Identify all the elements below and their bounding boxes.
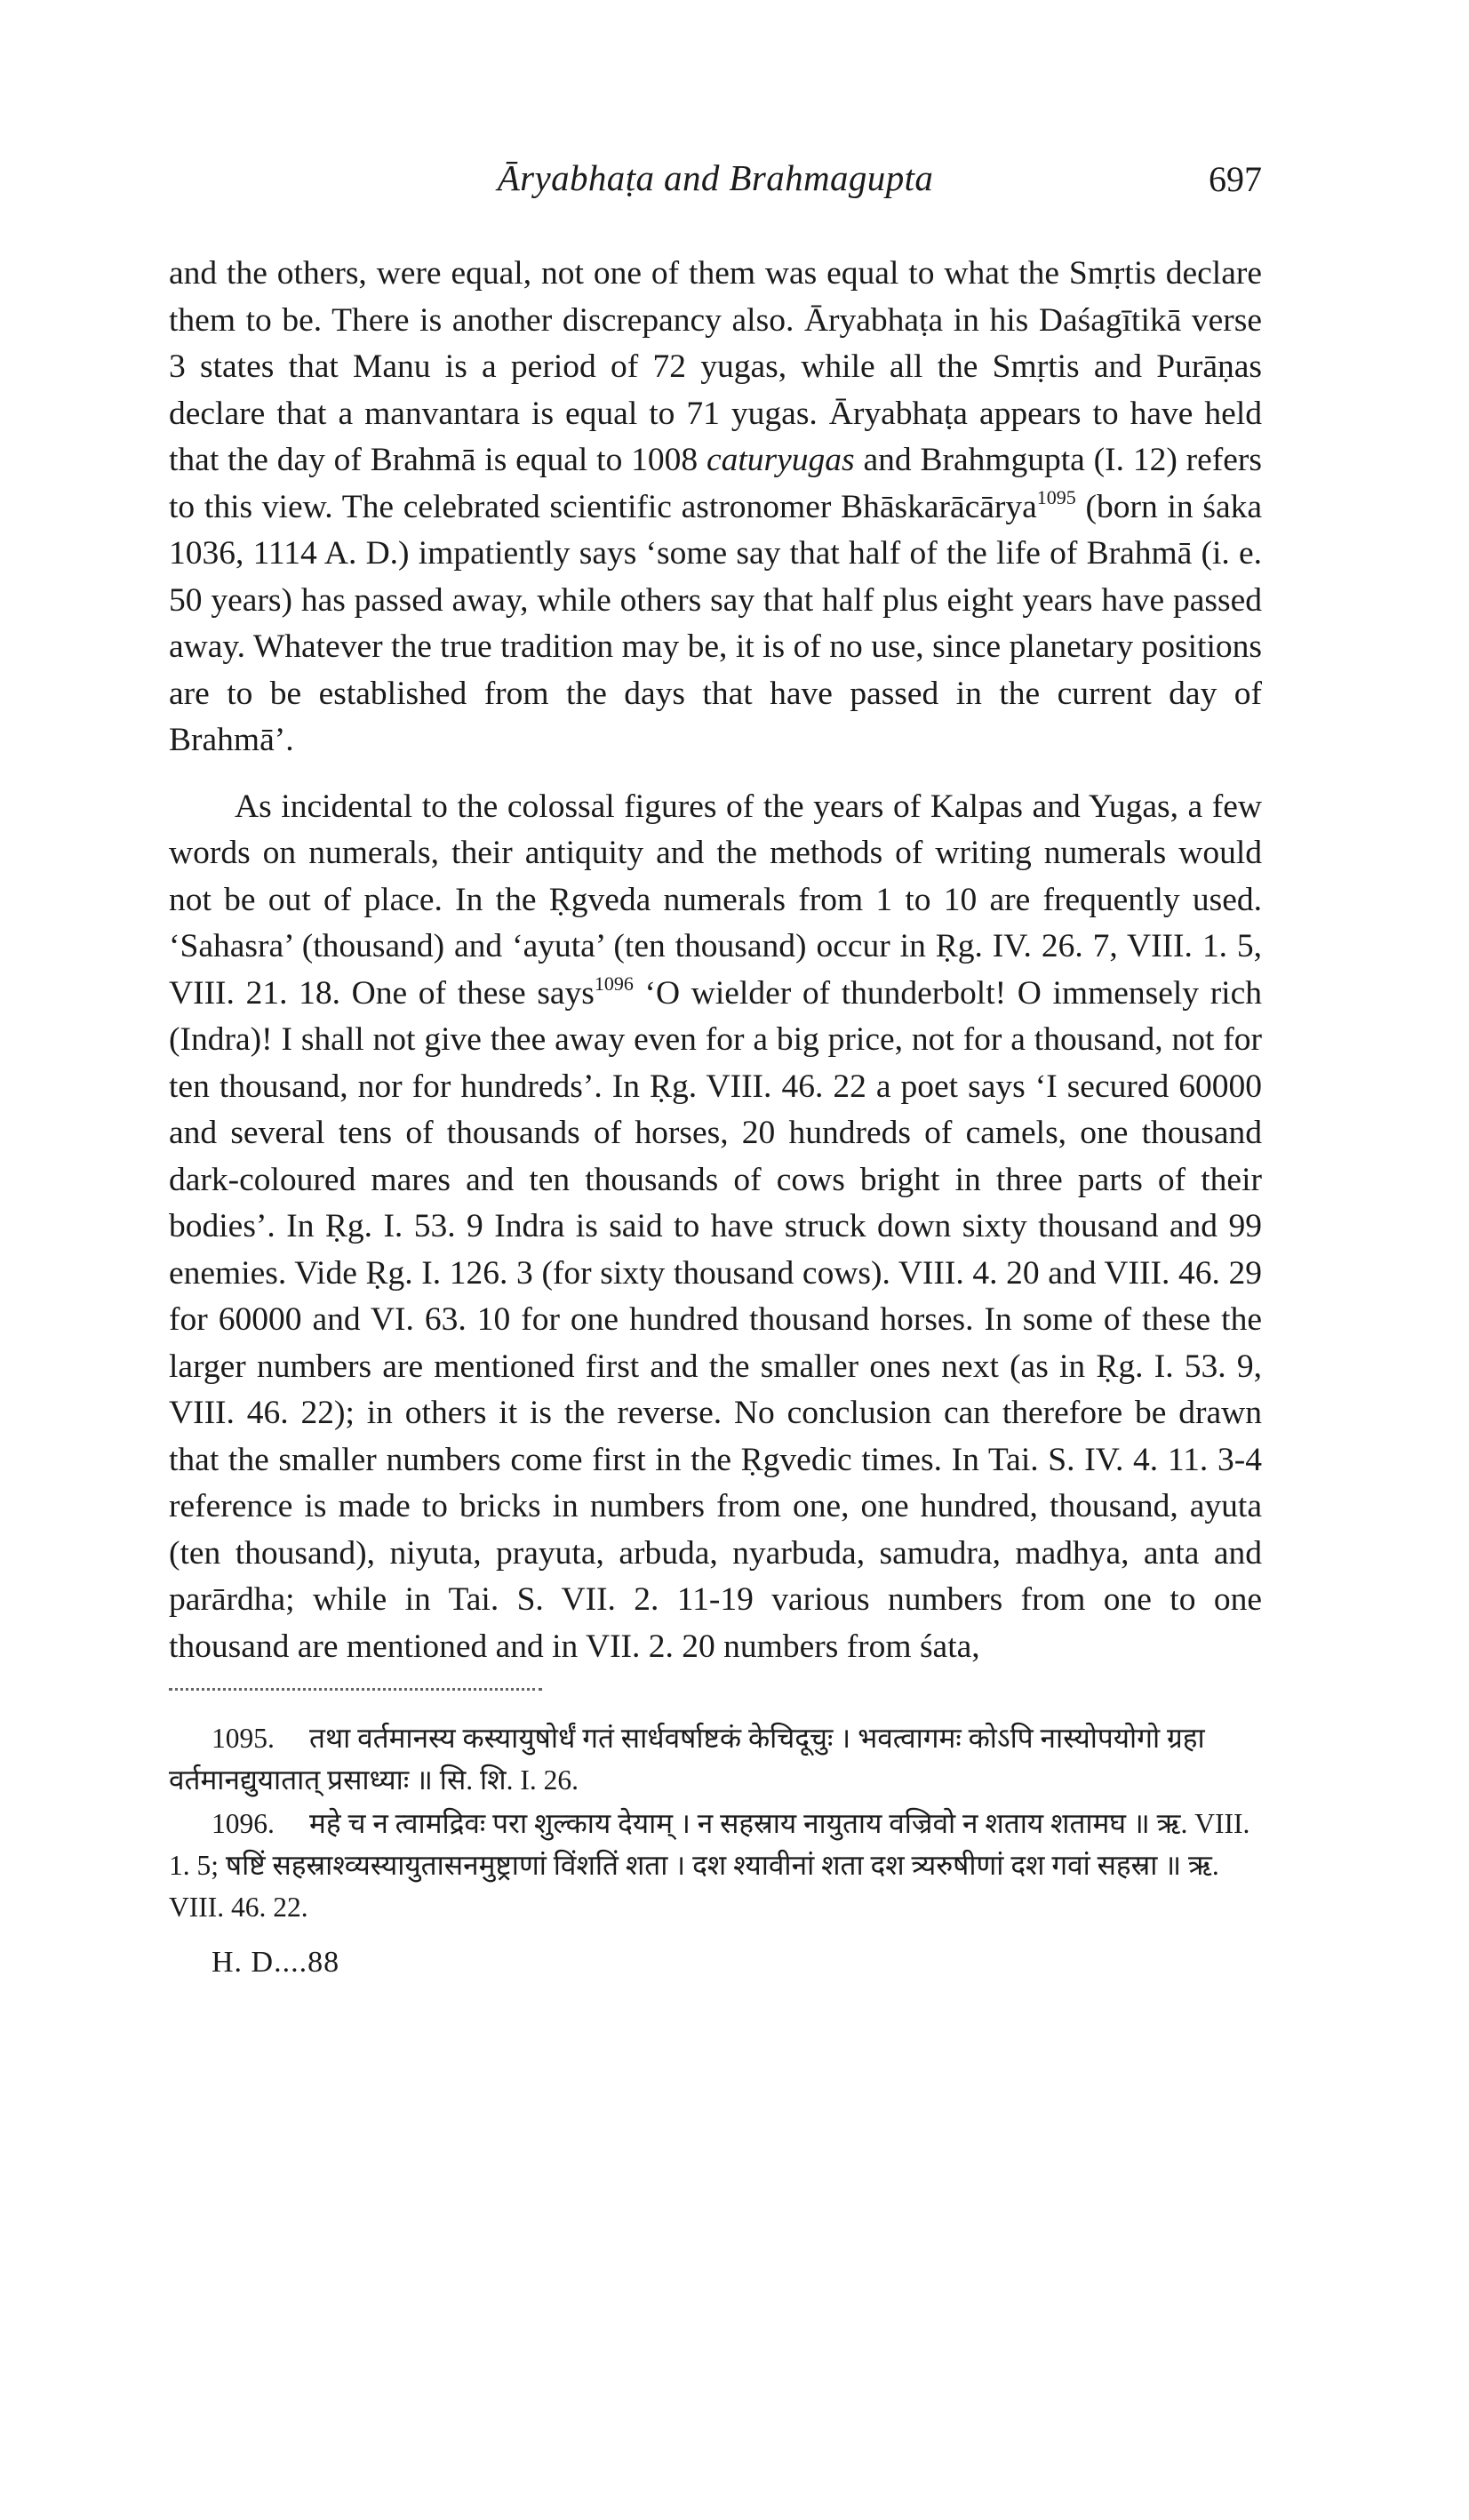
footnotes (169, 1717, 1262, 1928)
page-header (169, 151, 1262, 213)
caturyugas-term: caturyugas (706, 442, 855, 478)
paragraph-intro (169, 251, 1262, 764)
footnote-1095 (169, 1717, 1262, 1801)
footnote-reference-1096: 1096 (594, 972, 634, 995)
running-title: Āryabhaṭa and Brahmagupta (497, 157, 934, 198)
footnote-reference-1095: 1095 (1036, 485, 1076, 508)
paragraph-intro-text-c: (born in śaka 1036, 1114 A. D.) impatiently says ‘some say that half of the life of Brahmā (i. e. 50 years) has passed away, while others say that half plus eight years have passed away. Whatever the true tradition may be, it is of no use, since planetary positions are to be established from the days that have passed in the current day of Brahmā’. (169, 488, 1263, 758)
footnote-text: तथा वर्तमानस्य कस्यायुषोर्धं गतं सार्धवर्षाष्टकं केचिदूचुः । भवत्वागमः कोऽपि नास्योपयोगो ग्रहा वर्तमानद्युयातात् प्रसाध्याः ॥ सि. शि. I. 26. (169, 1723, 1205, 1796)
footnote-divider (169, 1688, 542, 1700)
paragraph-intro-text-a: and the others, were equal, not one of them was equal to what the Smṛtis declare them to be. There is another discrepancy also. Āryabhaṭa in his Daśagītikā verse 3 states that Manu is a period of 72 yugas, while all the Smṛtis and Purāṇas declare that a manvantara is equal to 71 yugas. Āryabhaṭa appears to have held that the day of Brahmā is equal to 1008 (169, 255, 1262, 478)
paragraph-numerals-text-b: ‘O wielder of thunderbolt! O immensely rich (Indra)! I shall not give thee away even for a big price, not for a thousand, not for ten thousand, nor for hundreds’. In Ṛg. VIII. 46. 22 a poet says ‘I secured 60000 and several tens of thousands of horses, 20 hundreds of camels, one thousand dark-coloured mares and ten thousands of cows bright in three parts of their bodies’. In Ṛg. I. 53. 9 Indra is said to have struck down sixty thousand and 99 enemies. Vide Ṛg. I. 126. 3 (for sixty thousand cows). VIII. 4. 20 and VIII. 46. 29 for 60000 and VI. 63. 10 for one hundred thousand horses. In some of these the larger numbers are mentioned first and the smaller ones next (as in Ṛg. I. 53. 9, VIII. 46. 22); in others it is the reverse. No conclusion can therefore be drawn that the smaller numbers come first in the Ṛgvedic times. In Tai. S. IV. 4. 11. 3-4 reference is made to bricks in numbers from one, one hundred, thousand, ayuta (ten thousand), niyuta, prayuta, arbuda, nyarbuda, samudra, madhya, anta and parārdha; while in Tai. S. VII. 2. 11-19 various numbers from one to one thousand are mentioned and in VII. 2. 20 numbers from śata, (169, 974, 1262, 1665)
footnote-number: 1095. (212, 1723, 275, 1754)
paragraph-intro-text-b: and Brahmgupta (I. 12) refers to this view. The celebrated scientific astronomer Bhāskarācārya (169, 442, 1262, 525)
paragraph-numerals-text-a: As incidental to the colossal figures of the years of Kalpas and Yugas, a few words on numerals, their antiquity and the methods of writing numerals would not be out of place. In the Ṛgveda numerals from 1 to 10 are frequently used. ‘Sahasra’ (thousand) and ‘ayuta’ (ten thousand) occur in Ṛg. IV. 26. 7, VIII. 1. 5, VIII. 21. 18. One of these says (169, 788, 1262, 1012)
page-number: 697 (1209, 159, 1262, 199)
footnote-number: 1096. (212, 1808, 275, 1839)
signature-line: H. D....88 (212, 1946, 340, 1979)
footnote-1096 (169, 1803, 1262, 1928)
book-page (169, 151, 1262, 2444)
paragraph-numerals (169, 784, 1262, 1671)
main-text (169, 251, 1262, 1670)
footnote-text: महे च न त्वामद्रिवः परा शुल्काय देयाम् । न सहस्राय नायुताय वज्रिवो न शताय शतामघ ॥ ऋ. VIII. 1. 5; षष्टिं सहस्राश्व्यस्यायुतासनमुष्ट्राणां विंशतिं शता । दश श्यावीनां शता दश त्र्यरुषीणां दश गवां सहस्रा ॥ ऋ. VIII. 46. 22. (169, 1808, 1250, 1923)
